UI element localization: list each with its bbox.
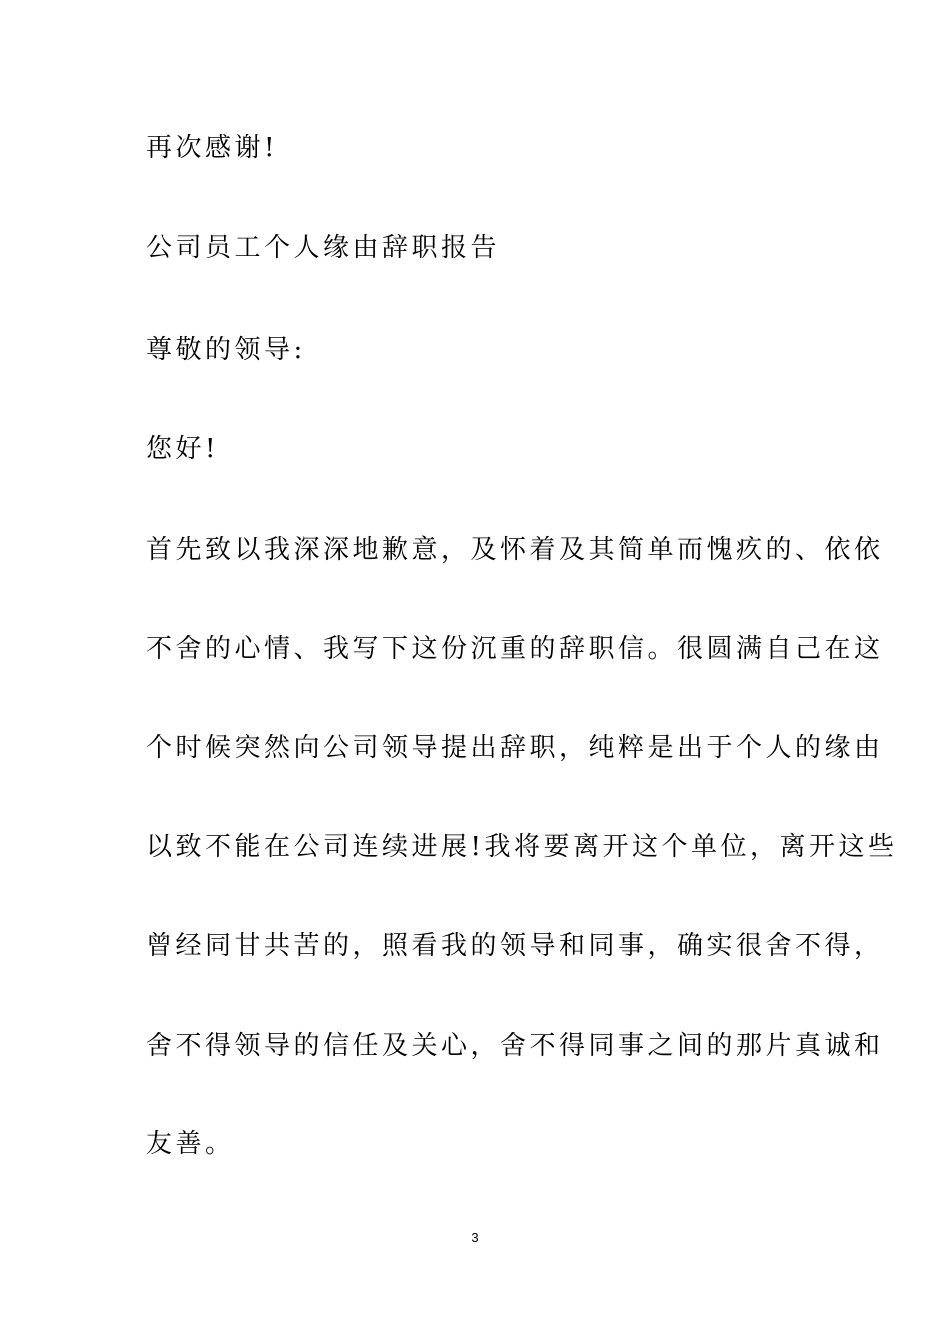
body-line: 不舍的心情、我写下这份沉重的辞职信。很圆满自己在这 [146,634,884,664]
closing-thanks-line: 再次感谢! [146,133,278,163]
page-number: 3 [471,1230,479,1245]
body-line: 曾经同甘共苦的，照看我的领导和同事，确实很舍不得， [146,931,884,961]
body-line: 首先致以我深深地歉意，及怀着及其简单而愧疚的、依依 [146,535,884,565]
body-line: 友善。 [146,1129,235,1159]
salutation: 尊敬的领导: [146,335,306,365]
document-title: 公司员工个人缘由辞职报告 [146,233,501,263]
body-line: 个时候突然向公司领导提出辞职，纯粹是出于个人的缘由 [146,733,884,763]
greeting: 您好! [146,434,219,464]
body-line: 以致不能在公司连续进展!我将要离开这个单位，离开这些 [146,832,898,862]
body-line: 舍不得领导的信任及关心，舍不得同事之间的那片真诚和 [146,1031,884,1061]
